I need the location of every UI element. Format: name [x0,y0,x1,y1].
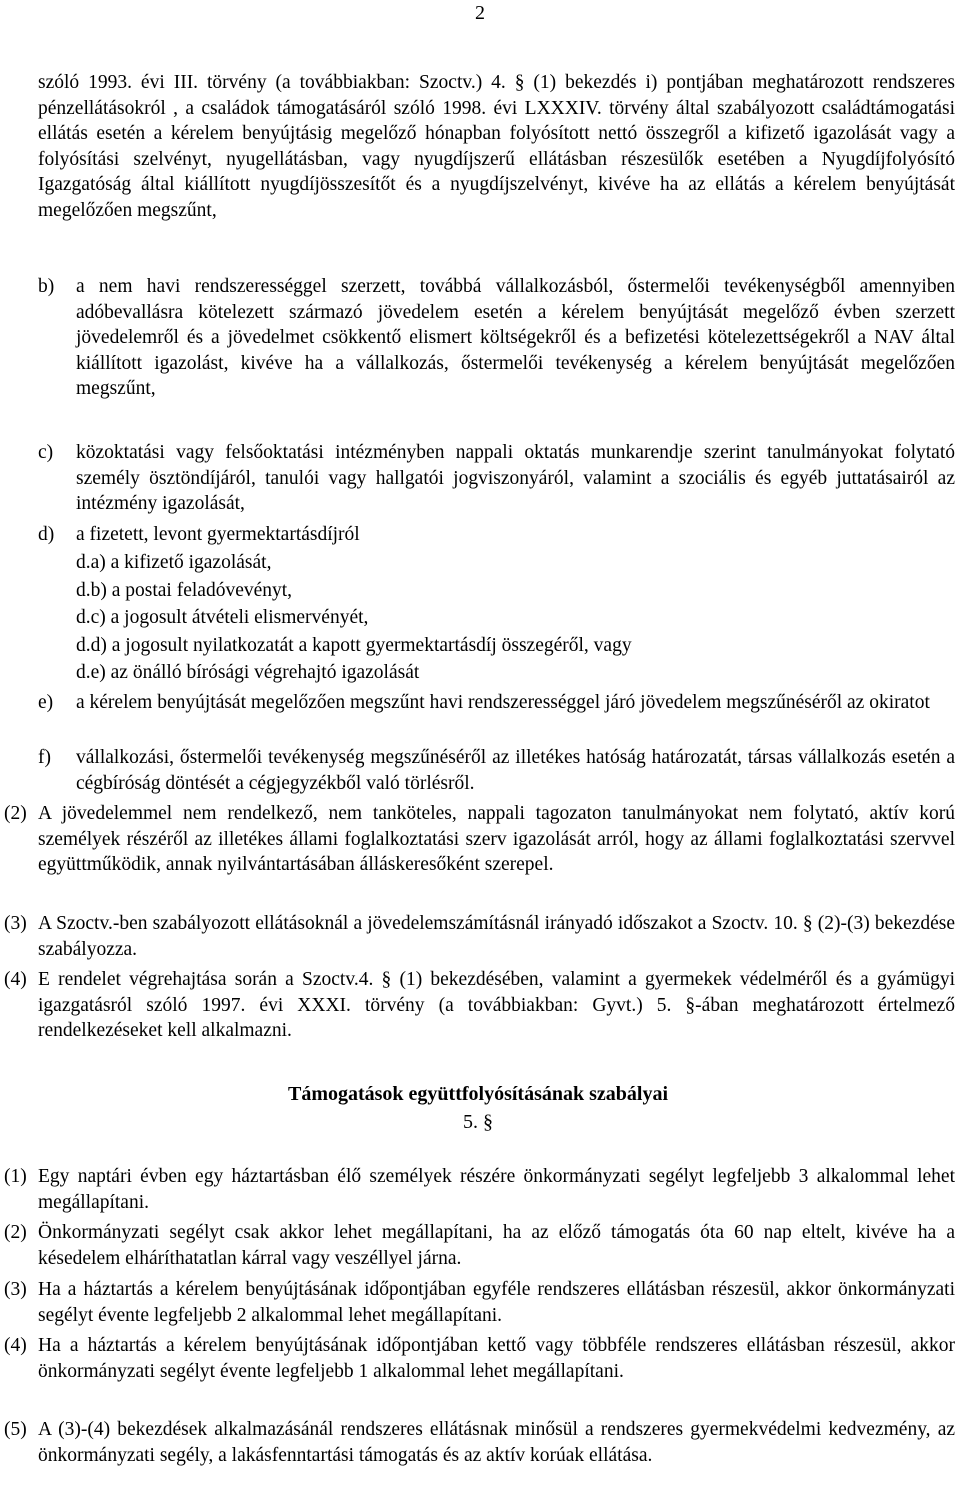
list-item-text: a nem havi rendszerességgel szerzett, továbbá vállalkozásból, őstermelői tevékenységből amennyiben adóbevallásra kötelezett származó jövedelem esetén a kérelem benyújtását megelőző évben szerzett jövedelemről és a jövedelmet csökkentő elismert költségekről és a befizetési kötelezettségekről a NAV által kiállított igazolást, kivéve ha a vállalkozás, őstermelői tevékenység a kérelem benyújtását megelőzően megszűnt, [76,276,955,399]
sub-item-de: d.e) az önálló bírósági végrehajtó igazolását [76,662,420,683]
paragraph-text: A jövedelemmel nem rendelkező, nem tanköteles, nappali tagozaton tanulmányokat nem folytató, aktív korú személyek részéről az illetékes állami foglalkoztatási szerv igazolását arról, hogy az állami foglalkoztatási szervvel együttműködik, annak nyilvántartásában álláskeresőként szerepel. [38,803,955,875]
paragraph-label: (4) [4,969,27,990]
list-item-label: e) [38,692,54,713]
paragraph-text: Ha a háztartás a kérelem benyújtásának időpontjában egyféle rendszeres ellátásban részesül, akkor önkormányzati segélyt évente legfeljebb 2 alkalommal lehet megállapítani. [38,1279,955,1326]
page-number: 2 [475,2,485,24]
section-number: 5. § [463,1111,493,1133]
list-item-label: c) [38,442,54,463]
paragraph-label: (3) [4,913,27,934]
list-item-text: közoktatási vagy felsőoktatási intézményben nappali oktatás munkarendje szerint tanulmányokat folytató személy ösztöndíjáról, tanulói vagy hallgatói jogviszonyáról, valamint a szociális és egyéb juttatásairól az intézmény igazolását, [76,442,955,514]
sub-item-dd: d.d) a jogosult nyilatkozatát a kapott gyermektartásdíj összegéről, vagy [76,635,632,656]
list-item-text: a kérelem benyújtását megelőzően megszűnt havi rendszerességgel járó jövedelem megszűnéséről az okiratot [76,692,930,713]
paragraph-text: Ha a háztartás a kérelem benyújtásának időpontjában kettő vagy többféle rendszeres ellátásban részesül, akkor önkormányzati segélyt évente legfeljebb 1 alkalommal lehet megállapítani. [38,1335,955,1382]
paragraph-label: (1) [4,1166,27,1187]
intro-paragraph: szóló 1993. évi III. törvény (a továbbiakban: Szoctv.) 4. § (1) bekezdés i) pontjában meghatározott rendszeres pénzellátásokról , a családok támogatásáról szóló 1998. évi LXXXIV. törvény által szabályozott családtámogatási ellátás esetén a kérelem benyújtásig megelőző hónapban folyósított nettó összegről a kifizető igazolását vagy a folyósítási szelvényt, nyugellátásban, vagy nyugdíjszerű ellátásban részesülők esetében a Nyugdíjfolyósító Igazgatóság által kiállított nyugdíjösszesítőt és a nyugdíjszelvényt, kivéve ha az ellátás a kérelem benyújtását megelőzően megszűnt, [38,72,955,221]
list-item-label: d) [38,524,55,545]
paragraph-label: (3) [4,1279,27,1300]
paragraph-text: Önkormányzati segélyt csak akkor lehet megállapítani, ha az előző támogatás óta 60 nap eltelt, kivéve ha a késedelem elháríthatatlan kárral vagy veszéllyel járna. [38,1222,955,1269]
list-item-text: a fizetett, levont gyermektartásdíjról [76,524,360,545]
sub-item-da: d.a) a kifizető igazolását, [76,552,272,573]
paragraph-text: Egy naptári évben egy háztartásban élő személyek részére önkormányzati segélyt legfeljebb 3 alkalommal lehet megállapítani. [38,1166,955,1213]
section-heading: Támogatások együttfolyósításának szabályai [287,1083,669,1105]
paragraph-label: (4) [4,1335,27,1356]
paragraph-text: A (3)-(4) bekezdések alkalmazásánál rendszeres ellátásnak minősül a rendszeres gyermekvédelmi kedvezmény, az önkormányzati segély, a lakásfenntartási támogatás és az aktív korúak ellátása. [38,1419,955,1466]
paragraph-label: (2) [4,1222,27,1243]
sub-item-dc: d.c) a jogosult átvételi elismervényét, [76,607,369,628]
sub-item-db: d.b) a postai feladóvevényt, [76,580,293,601]
list-item-label: b) [38,276,55,297]
paragraph-text: A Szoctv.-ben szabályozott ellátásoknál a jövedelemszámításnál irányadó időszakot a Szoctv. 10. § (2)-(3) bekezdése szabályozza. [38,913,955,960]
paragraph-label: (5) [4,1419,27,1440]
list-item-text: vállalkozási, őstermelői tevékenység megszűnéséről az illetékes hatóság határozatát, társas vállalkozás esetén a cégbíróság döntését a cégjegyzékből való törlésről. [76,747,955,794]
paragraph-text: E rendelet végrehajtása során a Szoctv.4. § (1) bekezdésében, valamint a gyermekek védelméről és a gyámügyi igazgatásról szóló 1997. évi XXXI. törvény (a továbbiakban: Gyvt.) 5. §-ában meghatározott értelmező rendelkezéseket kell alkalmazni. [38,969,955,1041]
paragraph-label: (2) [4,803,27,824]
list-item-label: f) [38,747,51,768]
